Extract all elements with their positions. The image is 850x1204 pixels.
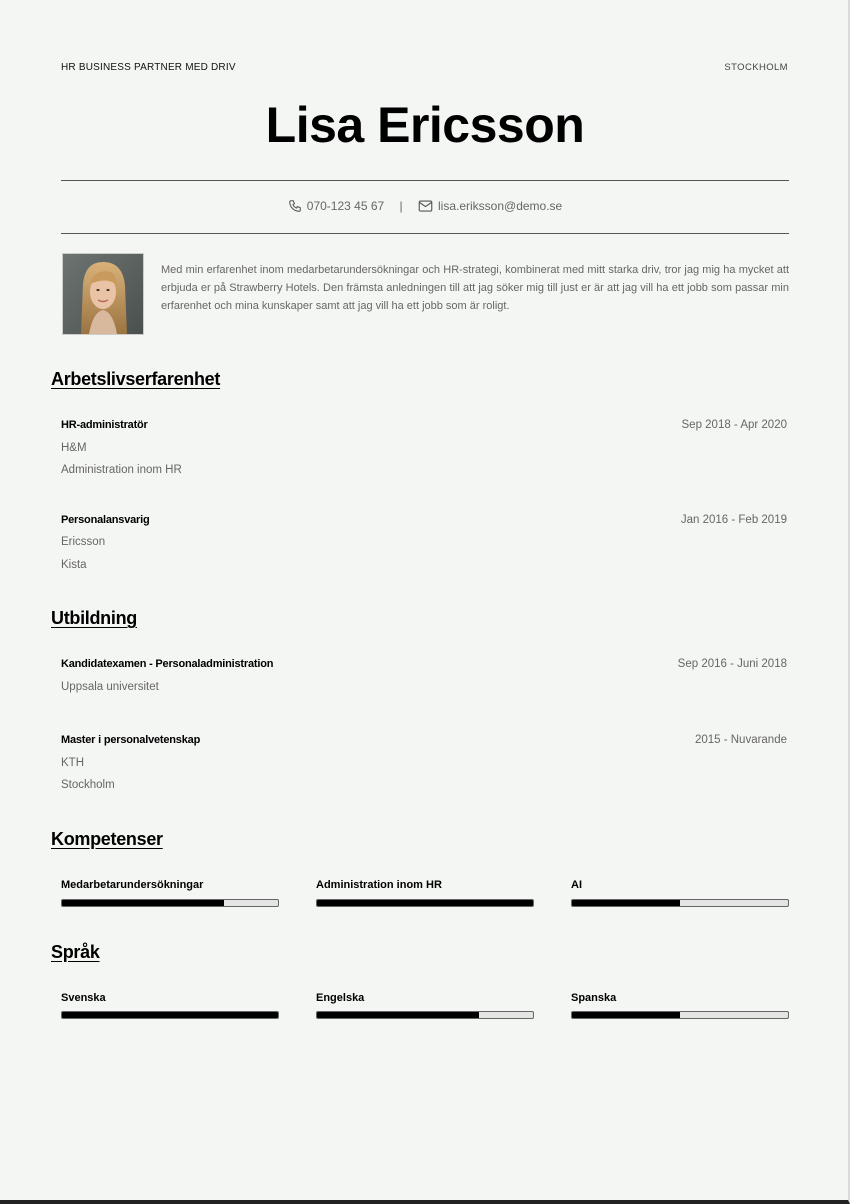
contact-row — [0, 199, 850, 213]
experience-org: Ericsson — [61, 536, 106, 548]
tagline: HR BUSINESS PARTNER MED DRIV — [61, 62, 236, 73]
email-address[interactable]: lisa.eriksson@demo.se — [437, 199, 563, 213]
header-divider-top — [61, 180, 789, 181]
language-level-bar — [571, 1011, 789, 1019]
language-level-fill — [317, 1012, 479, 1018]
experience-heading: Arbetslivserfarenhet — [51, 369, 221, 389]
language-level-bar — [61, 1011, 279, 1019]
location: STOCKHOLM — [724, 62, 788, 73]
skill-level-fill — [572, 900, 680, 906]
language-level-fill — [572, 1012, 680, 1018]
skill-level-bar — [61, 899, 279, 907]
education-dates: Sep 2016 - Juni 2018 — [677, 658, 787, 670]
education-dates: 2015 - Nuvarande — [694, 734, 787, 746]
education-degree: Master i personalvetenskap — [61, 734, 201, 746]
header-divider-bottom — [61, 233, 789, 234]
contact-separator: | — [399, 199, 403, 213]
language-name: Spanska — [571, 992, 617, 1004]
education-school: Uppsala universitet — [61, 681, 159, 693]
experience-detail: Kista — [61, 559, 87, 571]
language-name: Svenska — [61, 992, 106, 1004]
phone-number[interactable]: 070-123 45 67 — [306, 199, 385, 213]
mail-icon — [418, 199, 438, 213]
phone-icon — [288, 199, 307, 213]
education-degree: Kandidatexamen - Personaladministration — [61, 658, 274, 670]
profile-photo — [62, 253, 144, 335]
language-name: Engelska — [316, 992, 365, 1004]
candidate-name: Lisa Ericsson — [265, 97, 585, 153]
language-level-fill — [62, 1012, 278, 1018]
experience-detail: Administration inom HR — [61, 464, 182, 476]
experience-org: H&M — [61, 442, 87, 454]
skill-level-bar — [571, 899, 789, 907]
skill-name: AI — [571, 879, 582, 891]
experience-role: HR-administratör — [61, 419, 148, 431]
skill-name: Medarbetarundersökningar — [61, 879, 204, 891]
profile-summary: Med min erfarenhet inom medarbetarundersökningar och HR-strategi, kombinerat med mitt starka driv, tror jag mig ha mycket att erbjuda er på Strawberry Hotels. Den främsta anledningen till att jag söker mig till just er är att jag vill ha ett jobb som passar min erfarenhet och mina kunskaper samt att jag vill ha ett jobb som är roligt. — [161, 264, 789, 312]
skill-name: Administration inom HR — [316, 879, 442, 891]
experience-dates: Sep 2018 - Apr 2020 — [681, 419, 787, 431]
education-heading: Utbildning — [51, 608, 137, 628]
skill-level-bar — [316, 899, 534, 907]
language-level-bar — [316, 1011, 534, 1019]
experience-role: Personalansvarig — [61, 514, 150, 526]
education-school: KTH — [61, 757, 84, 769]
education-place: Stockholm — [61, 779, 115, 791]
skill-level-fill — [317, 900, 533, 906]
experience-dates: Jan 2016 - Feb 2019 — [680, 514, 787, 526]
skill-level-fill — [62, 900, 224, 906]
languages-heading: Språk — [51, 942, 100, 962]
skills-heading: Kompetenser — [51, 829, 163, 849]
